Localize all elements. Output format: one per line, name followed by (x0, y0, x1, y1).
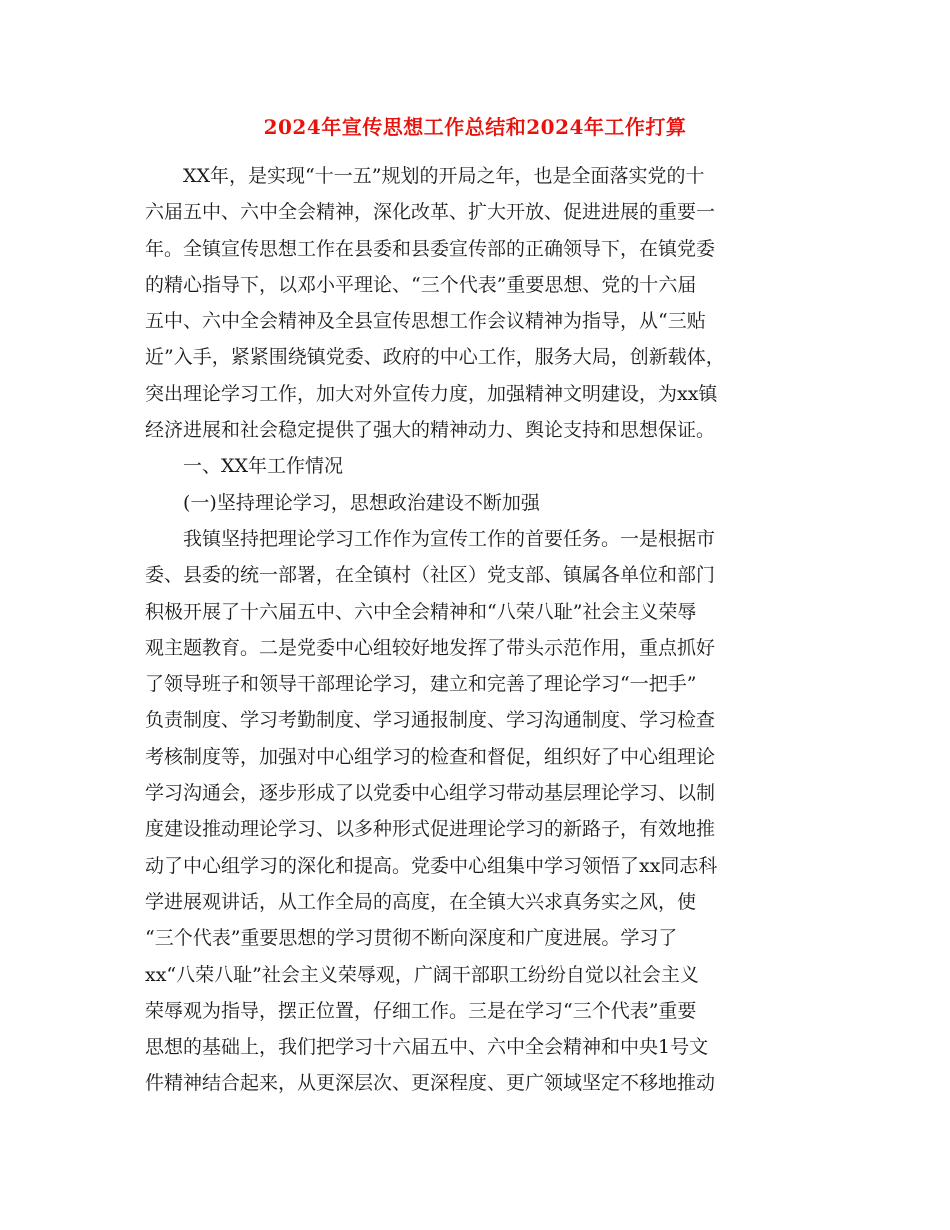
body-line: 近”入手，紧紧围绕镇党委、政府的中心工作，服务大局，创新载体， (145, 346, 725, 369)
body-line: 学进展观讲话，从工作全局的高度，在全镇大兴求真务实之风，使 (145, 890, 697, 913)
body-line: 度建设推动理论学习、以多种形式促进理论学习的新路子，有效地推 (145, 818, 716, 841)
body-line: 一、XX年工作情况 (183, 455, 344, 478)
body-line: 动了中心组学习的深化和提高。党委中心组集中学习领悟了xx同志科 (145, 854, 718, 877)
body-line: xx“八荣八耻”社会主义荣辱观，广阔干部职工纷纷自觉以社会主义 (145, 963, 699, 986)
body-line: “三个代表”重要思想的学习贯彻不断向深度和广度进展。学习了 (145, 927, 678, 950)
body-line: 六届五中、六中全会精神，深化改革、扩大开放、促进进展的重要一 (145, 201, 716, 224)
body-line: 我镇坚持把理论学习工作作为宣传工作的首要任务。一是根据市 (183, 527, 716, 550)
body-line: 委、县委的统一部署，在全镇村（社区）党支部、镇属各单位和部门 (145, 564, 716, 587)
body-line: 考核制度等，加强对中心组学习的检查和督促，组织好了中心组理论 (145, 745, 716, 768)
body-line: 观主题教育。二是党委中心组较好地发挥了带头示范作用，重点抓好 (145, 636, 716, 659)
document-title: 2024年宣传思想工作总结和2024年工作打算 (263, 115, 687, 139)
document-body (145, 158, 807, 1102)
body-line: 了领导班子和领导干部理论学习，建立和完善了理论学习“一把手” (145, 673, 697, 696)
body-line: 年。全镇宣传思想工作在县委和县委宣传部的正确领导下，在镇党委 (145, 237, 716, 260)
body-line: 五中、六中全会精神及全县宣传思想工作会议精神为指导，从“三贴 (145, 310, 706, 333)
body-line: 学习沟通会，逐步形成了以党委中心组学习带动基层理论学习、以制 (145, 782, 716, 805)
body-line: 经济进展和社会稳定提供了强大的精神动力、舆论支持和思想保证。 (145, 419, 716, 442)
body-line: XX年，是实现“十一五”规划的开局之年，也是全面落实党的十 (183, 165, 705, 187)
body-line: 件精神结合起来，从更深层次、更深程度、更广领域坚定不移地推动 (145, 1072, 716, 1095)
body-line: 负责制度、学习考勤制度、学习通报制度、学习沟通制度、学习检查 (145, 709, 716, 732)
body-line: 突出理论学习工作，加大对外宣传力度，加强精神文明建设，为xx镇 (145, 382, 718, 405)
body-line: 的精心指导下，以邓小平理论、“三个代表”重要思想、党的十六届 (145, 273, 697, 296)
body-line: (一)坚持理论学习，思想政治建设不断加强 (183, 491, 540, 514)
body-line: 思想的基础上，我们把学习十六届五中、六中全会精神和中央1号文 (145, 1036, 709, 1059)
body-line: 积极开展了十六届五中、六中全会精神和“八荣八耻”社会主义荣辱 (145, 600, 697, 623)
body-line: 荣辱观为指导，摆正位置，仔细工作。三是在学习“三个代表”重要 (145, 999, 697, 1022)
